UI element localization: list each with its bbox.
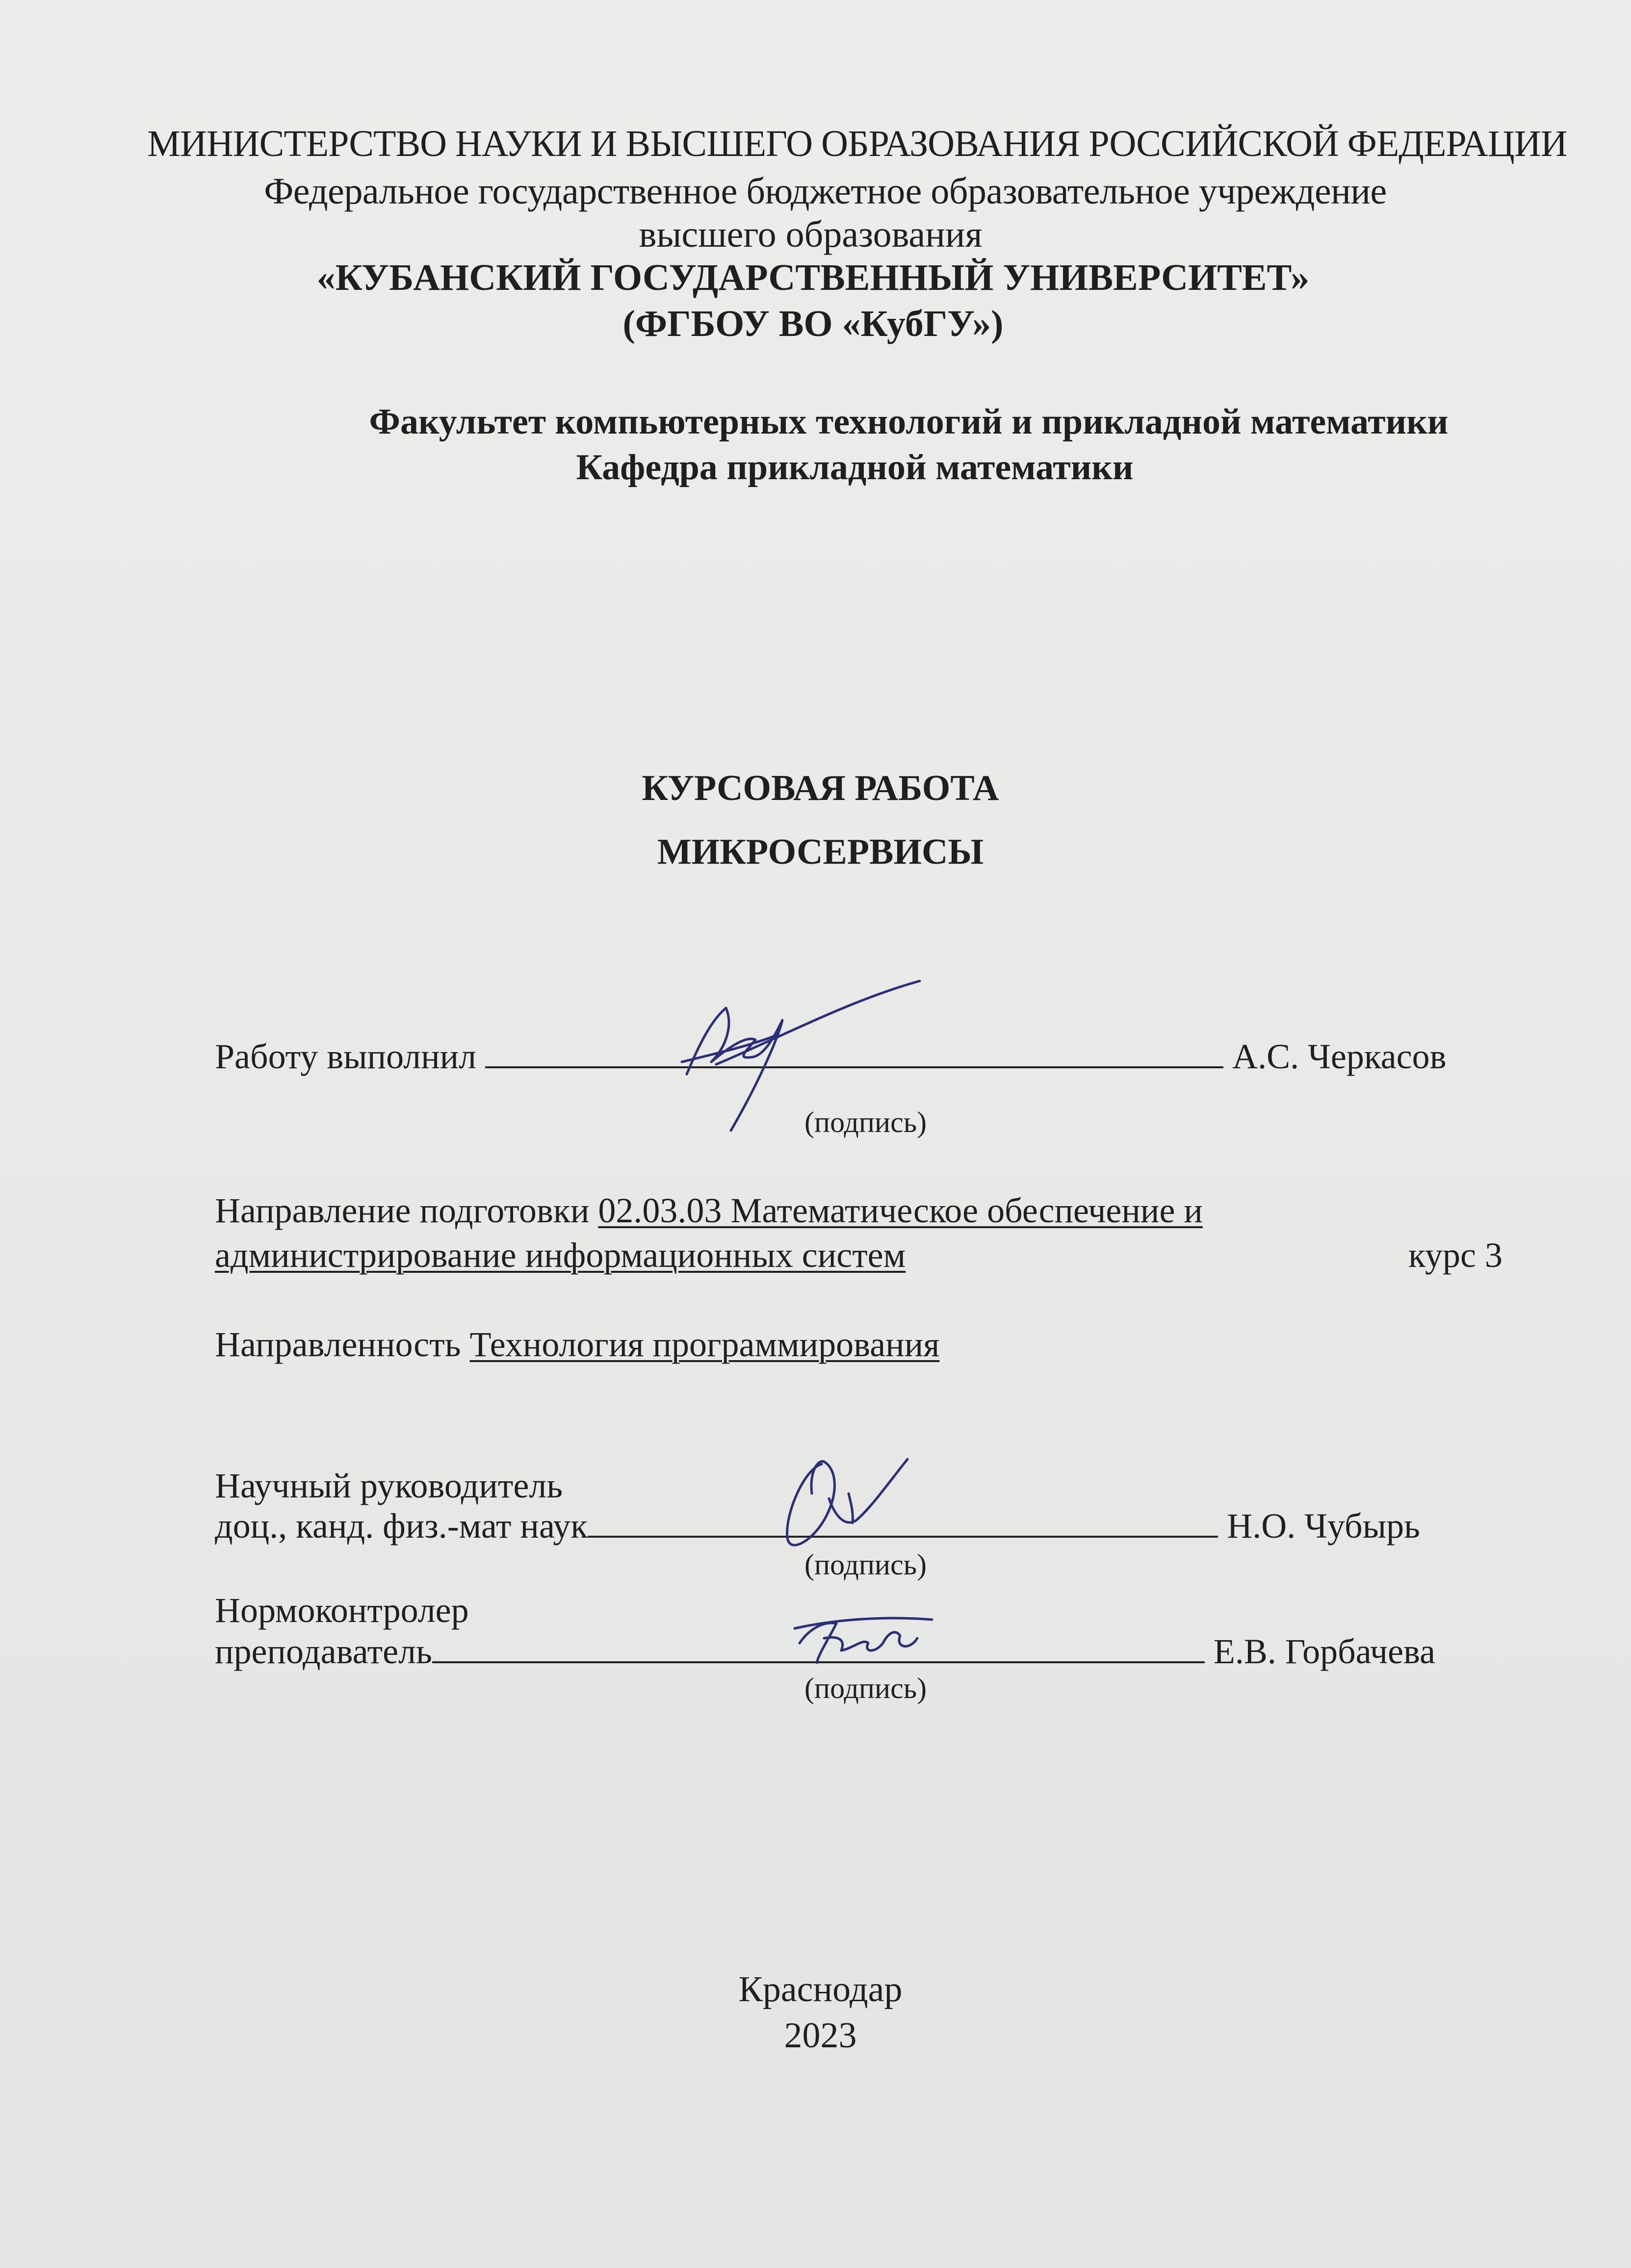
department-name: Кафедра прикладной математики xyxy=(576,447,1134,488)
university-name: «КУБАНСКИЙ ГОСУДАРСТВЕННЫЙ УНИВЕРСИТЕТ» xyxy=(316,257,1310,298)
normcontroller-signature-caption: (подпись) xyxy=(804,1672,927,1704)
direction-value-line1: 02.03.03 Математическое обеспечение и xyxy=(598,1191,1203,1230)
direction-value-line2: администрирование информационных систем xyxy=(215,1236,906,1275)
normcontroller-name: Е.В. Горбачева xyxy=(1213,1632,1436,1671)
author-signature-icon xyxy=(652,961,927,1148)
direction-label: Направление подготовки xyxy=(215,1191,590,1230)
supervisor-title: доц., канд. физ.-мат наук xyxy=(215,1506,588,1546)
work-type: КУРСОВАЯ РАБОТА xyxy=(642,768,999,808)
institution-type-line2: высшего образования xyxy=(639,214,983,255)
specialization-row xyxy=(215,1327,939,1362)
supervisor-signature-caption: (подпись) xyxy=(804,1548,927,1581)
year: 2023 xyxy=(784,2015,857,2056)
normcontroller-signature-icon xyxy=(790,1609,937,1673)
normcontroller-label: Нормоконтролер xyxy=(215,1591,469,1630)
work-title: МИКРОСЕРВИСЫ xyxy=(657,832,984,872)
specialization-label: Направленность xyxy=(215,1325,461,1364)
institution-type-line1: Федеральное государственное бюджетное образовательное учреждение xyxy=(264,171,1387,212)
normcontroller-title: преподаватель xyxy=(215,1632,432,1671)
author-name: А.С. Черкасов xyxy=(1232,1037,1447,1076)
specialization-value: Технология программирования xyxy=(469,1325,940,1364)
supervisor-name: Н.О. Чубырь xyxy=(1227,1506,1420,1546)
direction-row-2 xyxy=(215,1237,1502,1273)
supervisor-label: Научный руководитель xyxy=(215,1466,563,1505)
direction-row-1 xyxy=(215,1193,1203,1228)
author-label: Работу выполнил xyxy=(215,1037,477,1076)
city: Краснодар xyxy=(738,1969,903,2010)
faculty-name: Факультет компьютерных технологий и прикладной математики xyxy=(369,402,1449,442)
supervisor-signature-icon xyxy=(775,1440,922,1557)
author-signature-caption: (подпись) xyxy=(804,1106,927,1138)
university-short-name: (ФГБОУ ВО «КубГУ») xyxy=(622,303,1004,344)
course: курс 3 xyxy=(1408,1236,1502,1275)
ministry-line: МИНИСТЕРСТВО НАУКИ И ВЫСШЕГО ОБРАЗОВАНИЯ РОССИЙСКОЙ ФЕДЕРАЦИИ xyxy=(147,123,1567,164)
